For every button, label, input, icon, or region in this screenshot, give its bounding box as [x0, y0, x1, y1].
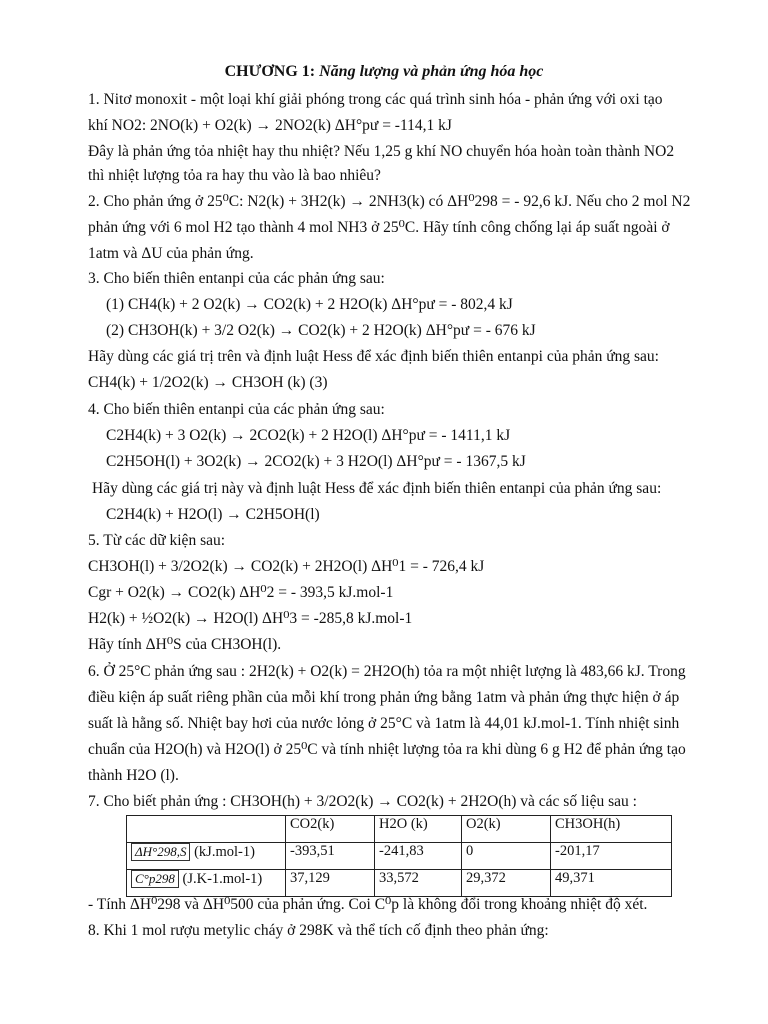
- p2-line1: 2. Cho phản ứng ở 25⁰C: N2(k) + 3H2(k) → 2NH3(k) có ΔH⁰298 = - 92,6 kJ. Nếu cho 2 mol N2: [88, 193, 691, 210]
- table-row: [127, 843, 672, 870]
- table-header-cell: CH3OH(h): [551, 816, 672, 843]
- p5-line4: H2(k) + ½O2(k) → H2O(l) ΔH⁰3 = -285,8 kJ.mol-1: [88, 610, 413, 627]
- table-cell: -393,51: [286, 843, 375, 870]
- table-row-label: [127, 843, 286, 870]
- table-cell: -201,17: [551, 843, 672, 870]
- p3-line4: Hãy dùng các giá trị trên và định luật Hess để xác định biến thiên entanpi của phản ứng sau:: [88, 348, 659, 365]
- p1-line4: thì nhiệt lượng tỏa ra hay thu vào là bao nhiêu?: [88, 167, 381, 184]
- p5-line5: Hãy tính ΔH⁰S của CH3OH(l).: [88, 636, 282, 653]
- table-cell: 49,371: [551, 870, 672, 897]
- p6-line5: thành H2O (l).: [88, 767, 179, 784]
- p5-line2: CH3OH(l) + 3/2O2(k) → CO2(k) + 2H2O(l) ΔH⁰1 = - 726,4 kJ: [88, 558, 485, 575]
- p4-line5: C2H4(k) + H2O(l) → C2H5OH(l): [106, 506, 320, 523]
- table-cell: 37,129: [286, 870, 375, 897]
- thermo-data-table: [126, 815, 672, 897]
- table-header-cell: [127, 816, 286, 843]
- p2-line3: 1atm và ΔU của phản ứng.: [88, 245, 254, 262]
- table-row-label: [127, 870, 286, 897]
- table-header-cell: H2O (k): [375, 816, 462, 843]
- p2-line2: phản ứng với 6 mol H2 tạo thành 4 mol NH3 ở 25⁰C. Hãy tính công chống lại áp suất ngoài ở: [88, 219, 670, 236]
- table-cell: 29,372: [462, 870, 551, 897]
- p4-line2: C2H4(k) + 3 O2(k) → 2CO2(k) + 2 H2O(l) ΔH°pư = - 1411,1 kJ: [106, 427, 511, 444]
- table-header-row: [127, 816, 672, 843]
- p6-line3: suất là hằng số. Nhiệt bay hơi của nước lỏng ở 25°C và 1atm là 44,01 kJ.mol-1. Tính nhiệt sinh: [88, 715, 680, 732]
- p6-line1: 6. Ở 25°C phản ứng sau : 2H2(k) + O2(k) = 2H2O(h) tỏa ra một nhiệt lượng là 483,66 kJ. Trong: [88, 663, 686, 680]
- chapter-title: Năng lượng và phản ứng hóa học: [319, 63, 544, 80]
- table-row: [127, 870, 672, 897]
- p7-line1: 7. Cho biết phản ứng : CH3OH(h) + 3/2O2(k) → CO2(k) + 2H2O(h) và các số liệu sau :: [88, 793, 637, 810]
- chapter-prefix: CHƯƠNG 1:: [224, 63, 320, 80]
- p5-line1: 5. Từ các dữ kiện sau:: [88, 532, 226, 549]
- table-header-cell: O2(k): [462, 816, 551, 843]
- table-cell: -241,83: [375, 843, 462, 870]
- p6-line4: chuẩn của H2O(h) và H2O(l) ở 25⁰C và tính nhiệt lượng tỏa ra khi dùng 6 g H2 để phản ứng tạo: [88, 741, 686, 758]
- p4-line4: Hãy dùng các giá trị này và định luật Hess để xác định biến thiên entanpi của phản ứng sau:: [92, 480, 662, 497]
- enthalpy-unit: (kJ.mol-1): [194, 844, 255, 860]
- table-cell: 33,572: [375, 870, 462, 897]
- p1-line3: Đây là phản ứng tỏa nhiệt hay thu nhiệt? Nếu 1,25 g khí NO chuyển hóa hoàn toàn thành NO2: [88, 143, 675, 160]
- heat-capacity-unit: (J.K-1.mol-1): [182, 871, 263, 887]
- p3-line3: (2) CH3OH(k) + 3/2 O2(k) → CO2(k) + 2 H2O(k) ΔH°pư = - 676 kJ: [106, 322, 536, 339]
- p1-line2: khí NO2: 2NO(k) + O2(k) → 2NO2(k) ΔH°pư = -114,1 kJ: [88, 117, 452, 134]
- heat-capacity-symbol-box: C°p298: [131, 870, 179, 888]
- p5-line3: Cgr + O2(k) → CO2(k) ΔH⁰2 = - 393,5 kJ.mol-1: [88, 584, 394, 601]
- p6-line2: điều kiện áp suất riêng phần của mỗi khí trong phản ứng bằng 1atm và phản ứng thực hiện ở áp: [88, 689, 680, 706]
- enthalpy-symbol-box: ΔH°298,S: [131, 843, 190, 861]
- p3-line2: (1) CH4(k) + 2 O2(k) → CO2(k) + 2 H2O(k) ΔH°pư = - 802,4 kJ: [106, 296, 513, 313]
- p8-line1: 8. Khi 1 mol rượu metylic cháy ở 298K và thể tích cố định theo phản ứng:: [88, 922, 549, 939]
- p3-line5: CH4(k) + 1/2O2(k) → CH3OH (k) (3): [88, 374, 328, 391]
- chapter-heading: [0, 62, 768, 82]
- table-header-cell: CO2(k): [286, 816, 375, 843]
- p3-line1: 3. Cho biến thiên entanpi của các phản ứng sau:: [88, 270, 385, 287]
- p7-line2: - Tính ΔH⁰298 và ΔH⁰500 của phản ứng. Coi C⁰p là không đổi trong khoảng nhiệt độ xét.: [88, 896, 648, 913]
- table-cell: 0: [462, 843, 551, 870]
- p1-line1: 1. Nitơ monoxit - một loại khí giải phóng trong các quá trình sinh hóa - phản ứng với oxi tạo: [88, 91, 663, 108]
- p4-line1: 4. Cho biến thiên entanpi của các phản ứng sau:: [88, 401, 385, 418]
- p4-line3: C2H5OH(l) + 3O2(k) → 2CO2(k) + 3 H2O(l) ΔH°pư = - 1367,5 kJ: [106, 453, 526, 470]
